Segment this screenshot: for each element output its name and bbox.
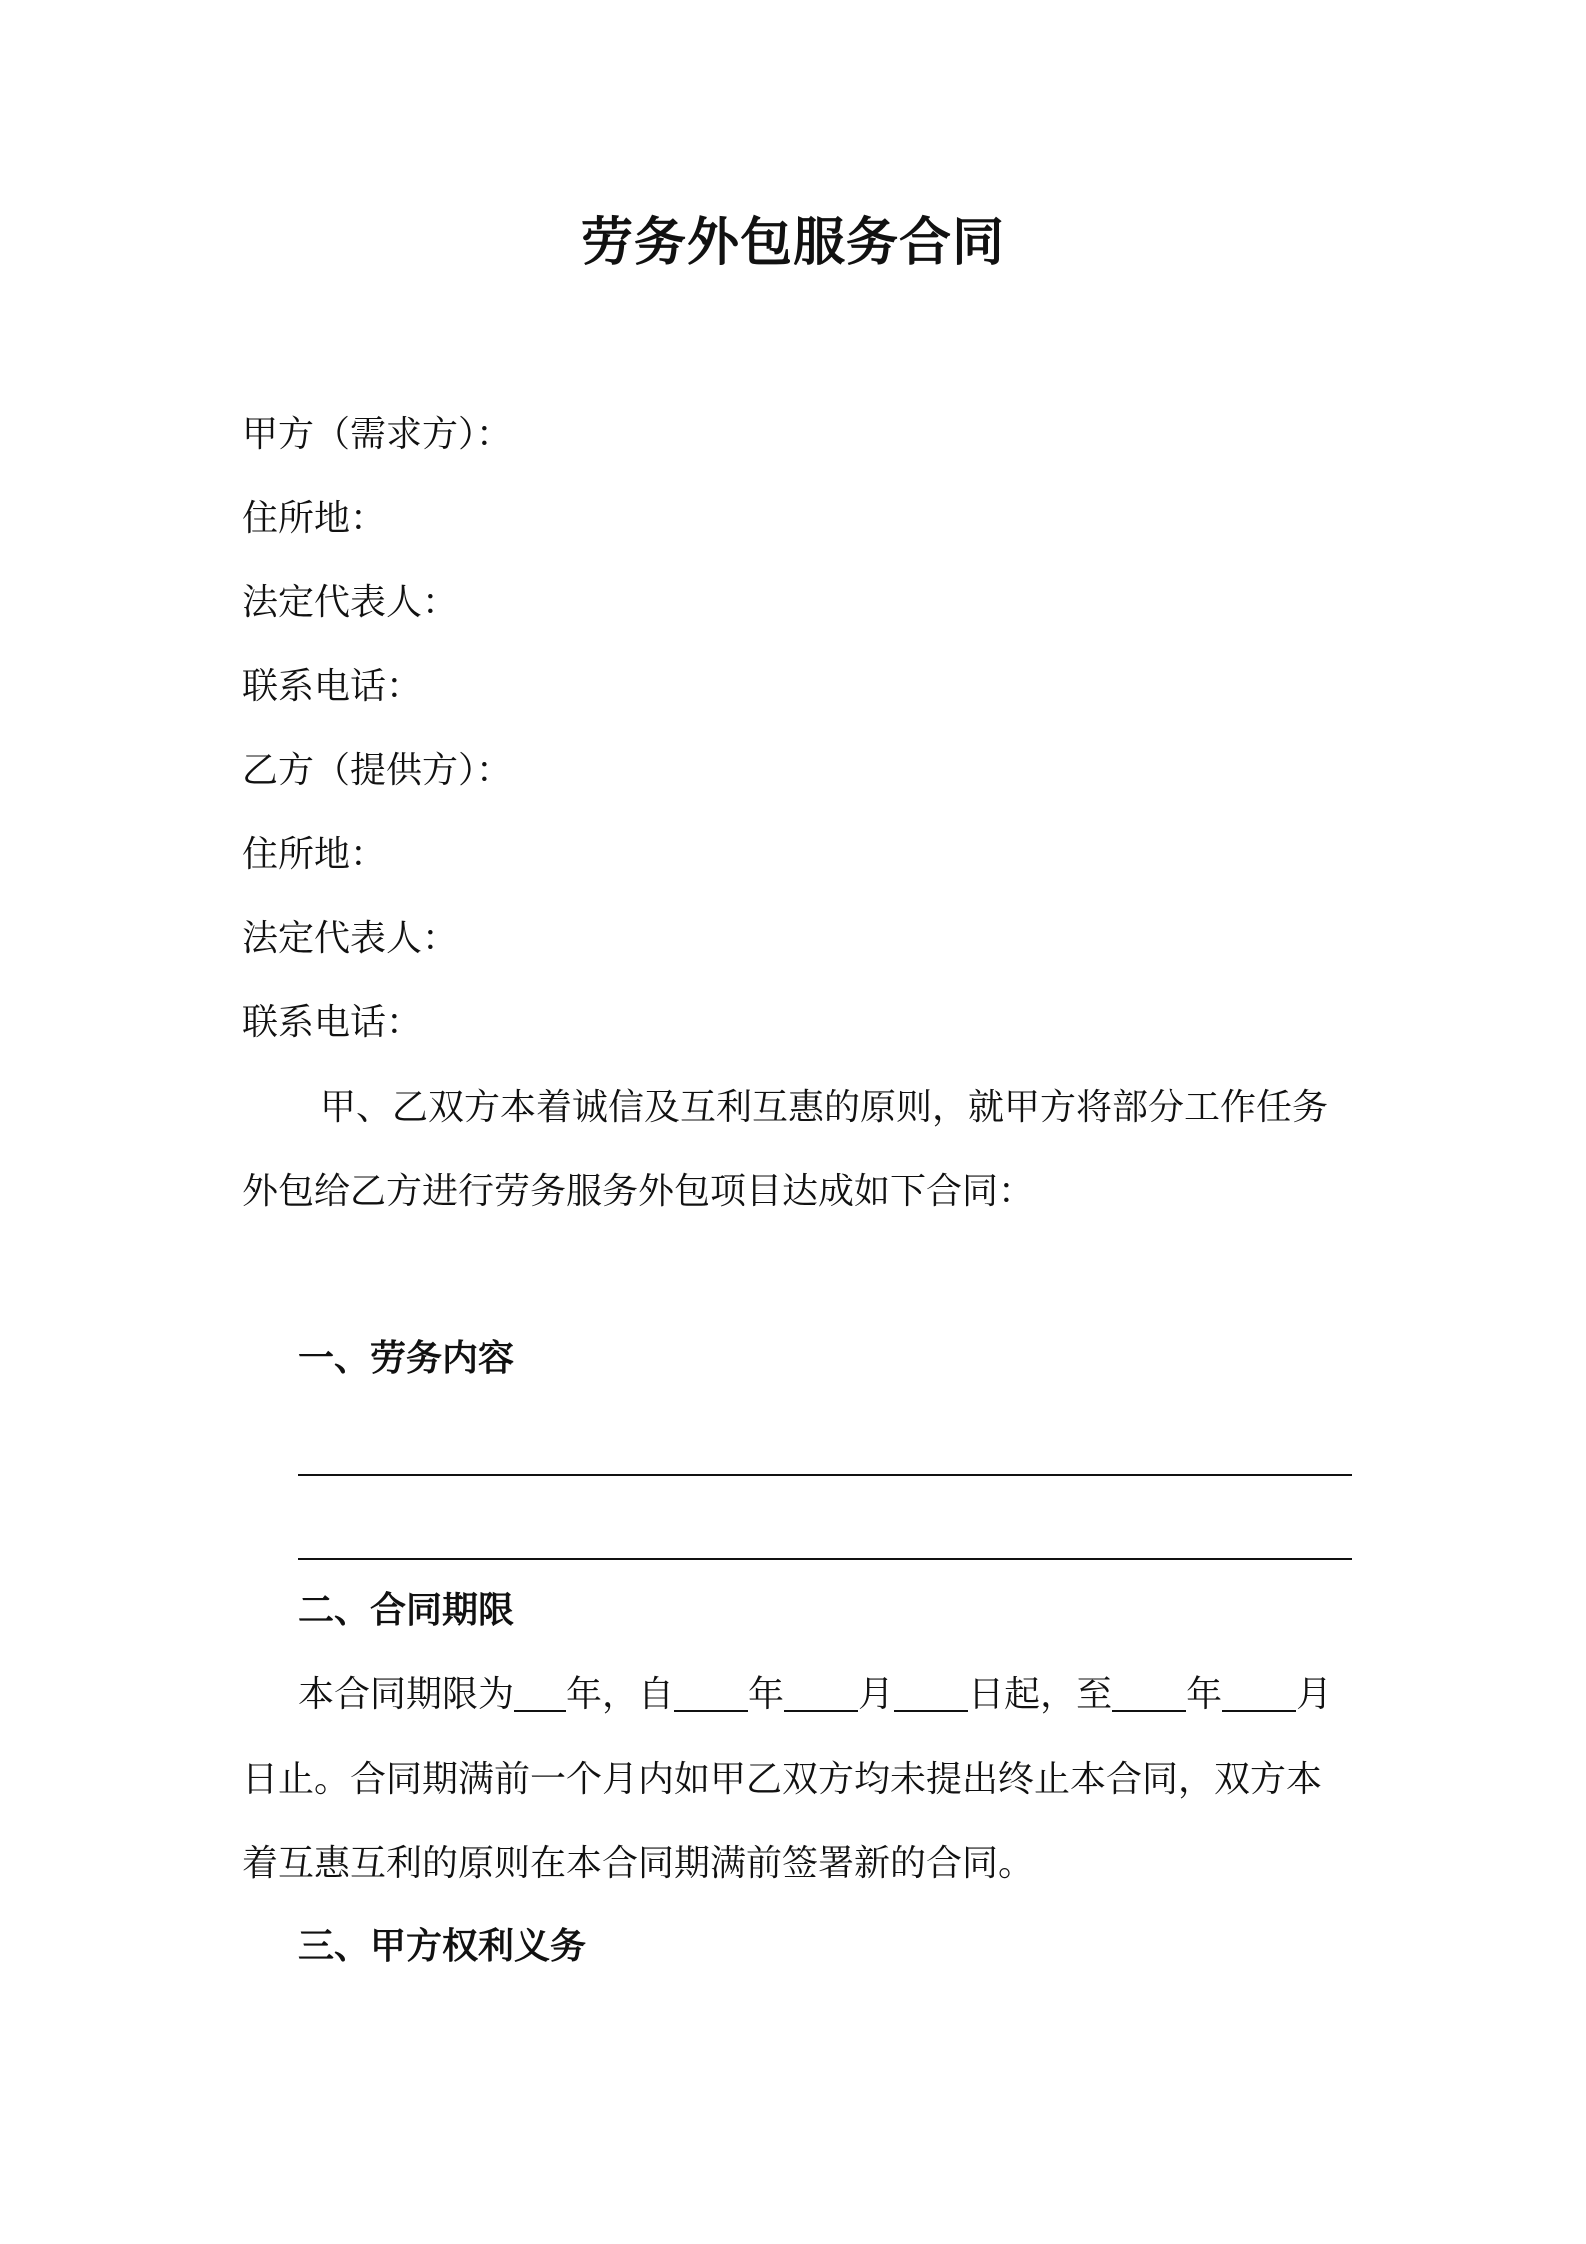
start-year-blank <box>674 1676 748 1712</box>
party-b-phone-label: 联系电话： <box>242 1002 423 1043</box>
term-years-blank <box>514 1676 566 1712</box>
start-month-blank <box>784 1676 858 1712</box>
section-2-heading: 二、合同期限 <box>298 1590 515 1631</box>
term-text-4: 月 <box>858 1674 895 1715</box>
party-b-name-label: 乙方（提供方）： <box>242 750 513 791</box>
term-text-6: 年 <box>1186 1674 1223 1715</box>
term-text-1: 本合同期限为 <box>298 1674 515 1715</box>
party-a-phone-label: 联系电话： <box>242 666 423 707</box>
start-day-blank <box>894 1676 968 1712</box>
contract-term-paragraph: 日止。合同期满前一个月内如甲乙双方均未提出终止本合同，双方本着互惠互利的原则在本合同期满前签署新的合同。 <box>242 1759 1323 1884</box>
labor-content-blank-line-1 <box>298 1474 1352 1476</box>
section-3-heading: 三、甲方权利义务 <box>298 1926 587 1967</box>
term-text-5: 日起，至 <box>968 1674 1113 1715</box>
term-text-7: 月 <box>1296 1674 1333 1715</box>
section-1-heading: 一、劳务内容 <box>298 1338 515 1379</box>
party-a-address-label: 住所地： <box>242 498 387 539</box>
term-text-3: 年 <box>748 1674 785 1715</box>
term-text-2: 年，自 <box>566 1674 675 1715</box>
party-b-address-label: 住所地： <box>242 834 387 875</box>
party-a-rep-label: 法定代表人： <box>242 582 459 623</box>
end-year-blank <box>1112 1676 1186 1712</box>
labor-content-blank-line-2 <box>298 1558 1352 1560</box>
end-month-blank <box>1222 1676 1296 1712</box>
party-a-name-label: 甲方（需求方）： <box>242 414 513 455</box>
contract-term-line <box>298 1670 1332 1720</box>
document-title: 劳务外包服务合同 <box>580 213 1005 273</box>
intro-paragraph: 甲、乙双方本着诚信及互利互惠的原则，就甲方将部分工作任务外包给乙方进行劳务服务外包项目达成如下合同： <box>242 1087 1329 1212</box>
party-b-rep-label: 法定代表人： <box>242 918 459 959</box>
